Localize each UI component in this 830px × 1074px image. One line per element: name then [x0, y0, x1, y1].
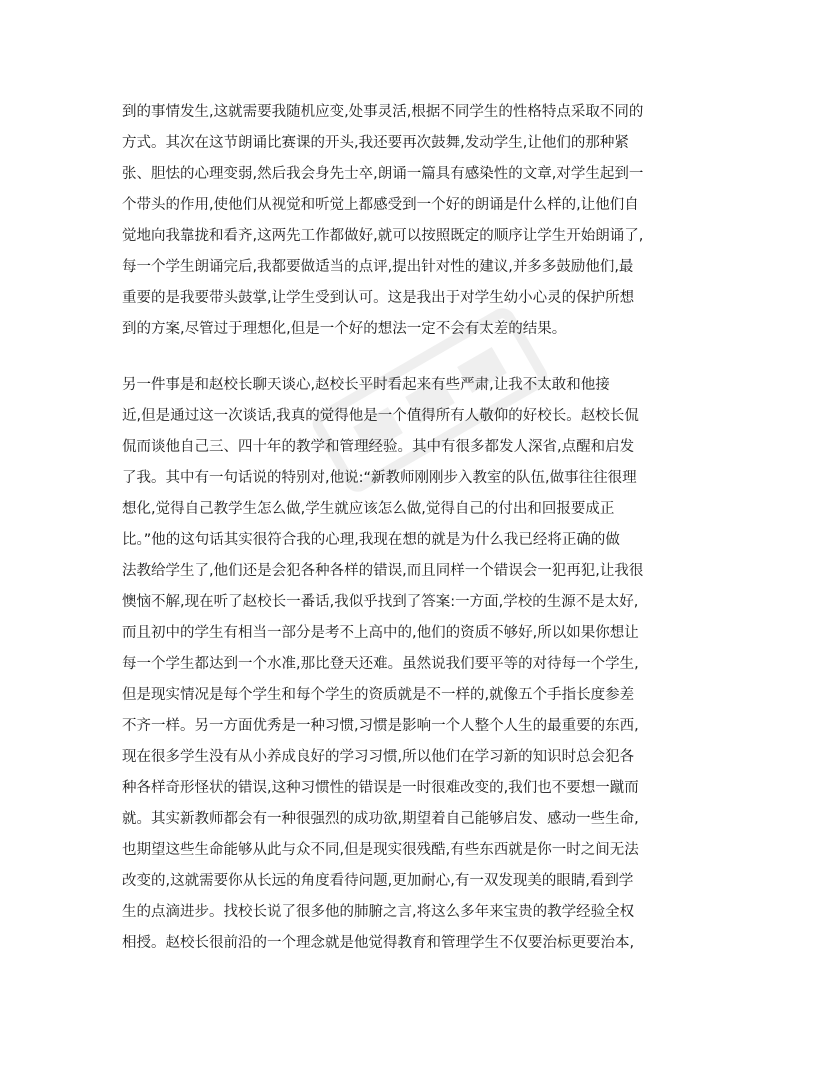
text-line: 不齐一样。另一方面优秀是一种习惯,习惯是影响一个人整个人生的最重要的东西,	[122, 718, 639, 734]
text-line: 近,但是通过这一次谈话,我真的觉得他是一个值得所有人敬仰的好校长。赵校长侃	[122, 408, 639, 424]
text-line: 现在很多学生没有从小养成良好的学习习惯,所以他们在学习新的知识时总会犯各	[122, 749, 635, 765]
text-line: 每一个学生都达到一个水准,那比登天还难。虽然说我们要平等的对待每一个学生,	[122, 656, 639, 672]
text-line: 每一个学生朗诵完后,我都要做适当的点评,提出针对性的建议,并多多鼓励他们,最	[122, 259, 634, 275]
text-line: 相授。赵校长很前沿的一个理念就是他觉得教育和管理学生不仅要治标更要治本,	[122, 935, 635, 951]
text-line: 到的事情发生,这就需要我随机应变,处事灵活,根据不同学生的性格特点采取不同的	[122, 104, 644, 120]
text-line: 想化,觉得自己教学生怎么做,学生就应该怎么做,觉得自己的付出和回报要成正	[122, 501, 615, 517]
paragraph-1	[122, 97, 722, 345]
text-line: 侃而谈他自己三、四十年的教学和管理经验。其中有很多都发人深省,点醒和启发	[122, 439, 635, 455]
text-line: 但是现实情况是每个学生和每个学生的资质就是不一样的,就像五个手指长度参差	[122, 687, 635, 703]
text-line: 个带头的作用,使他们从视觉和听觉上都感受到一个好的朗诵是什么样的,让他们自	[122, 197, 639, 213]
text-line: 重要的是我要带头鼓掌,让学生受到认可。这是我出于对学生幼小心灵的保护所想	[122, 290, 635, 306]
text-line: 比。”他的这句话其实很符合我的心理,我现在想的就是为什么我已经将正确的做	[122, 532, 620, 548]
text-line: 而且初中的学生有相当一部分是考不上高中的,他们的资质不够好,所以如果你想让	[122, 625, 639, 641]
text-line: 种各样奇形怪状的错误,这种习惯性的错误是一时很难改变的,我们也不要想一蹴而	[122, 780, 639, 796]
text-line: 张、胆怯的心理变弱,然后我会身先士卒,朗诵一篇具有感染性的文章,对学生起到一	[122, 166, 644, 182]
text-line: 懊恼不解,现在听了赵校长一番话,我似乎找到了答案:一方面,学校的生源不是太好,	[122, 594, 639, 610]
text-line: 觉地向我靠拢和看齐,这两先工作都做好,就可以按照既定的顺序让学生开始朗诵了,	[122, 228, 644, 244]
text-line: 也期望这些生命能够从此与众不同,但是现实很残酷,有些东西就是你一时之间无法	[122, 842, 639, 858]
text-line: 方式。其次在这节朗诵比赛课的开头,我还要再次鼓舞,发动学生,让他们的那种紧	[122, 135, 629, 151]
paragraph-2	[122, 370, 722, 959]
text-line: 了我。其中有一句话说的特别对,他说:“新教师刚刚步入教室的队伍,做事往往很理	[122, 470, 637, 486]
text-line: 改变的,这就需要你从长远的角度看待问题,更加耐心,有一双发现美的眼睛,看到学	[122, 873, 634, 889]
text-line: 就。其实新教师都会有一种很强烈的成功欲,期望着自己能够启发、感动一些生命,	[122, 811, 639, 827]
text-line: 法教给学生了,他们还是会犯各种各样的错误,而且同样一个错误会一犯再犯,让我很	[122, 563, 644, 579]
text-line: 到的方案,尽管过于理想化,但是一个好的想法一定不会有太差的结果。	[122, 321, 567, 337]
text-line: 另一件事是和赵校长聊天谈心,赵校长平时看起来有些严肃,让我不太敢和他接	[122, 377, 610, 393]
text-line: 生的点滴进步。找校长说了很多他的肺腑之言,将这么多年来宝贵的教学经验全权	[122, 904, 635, 920]
